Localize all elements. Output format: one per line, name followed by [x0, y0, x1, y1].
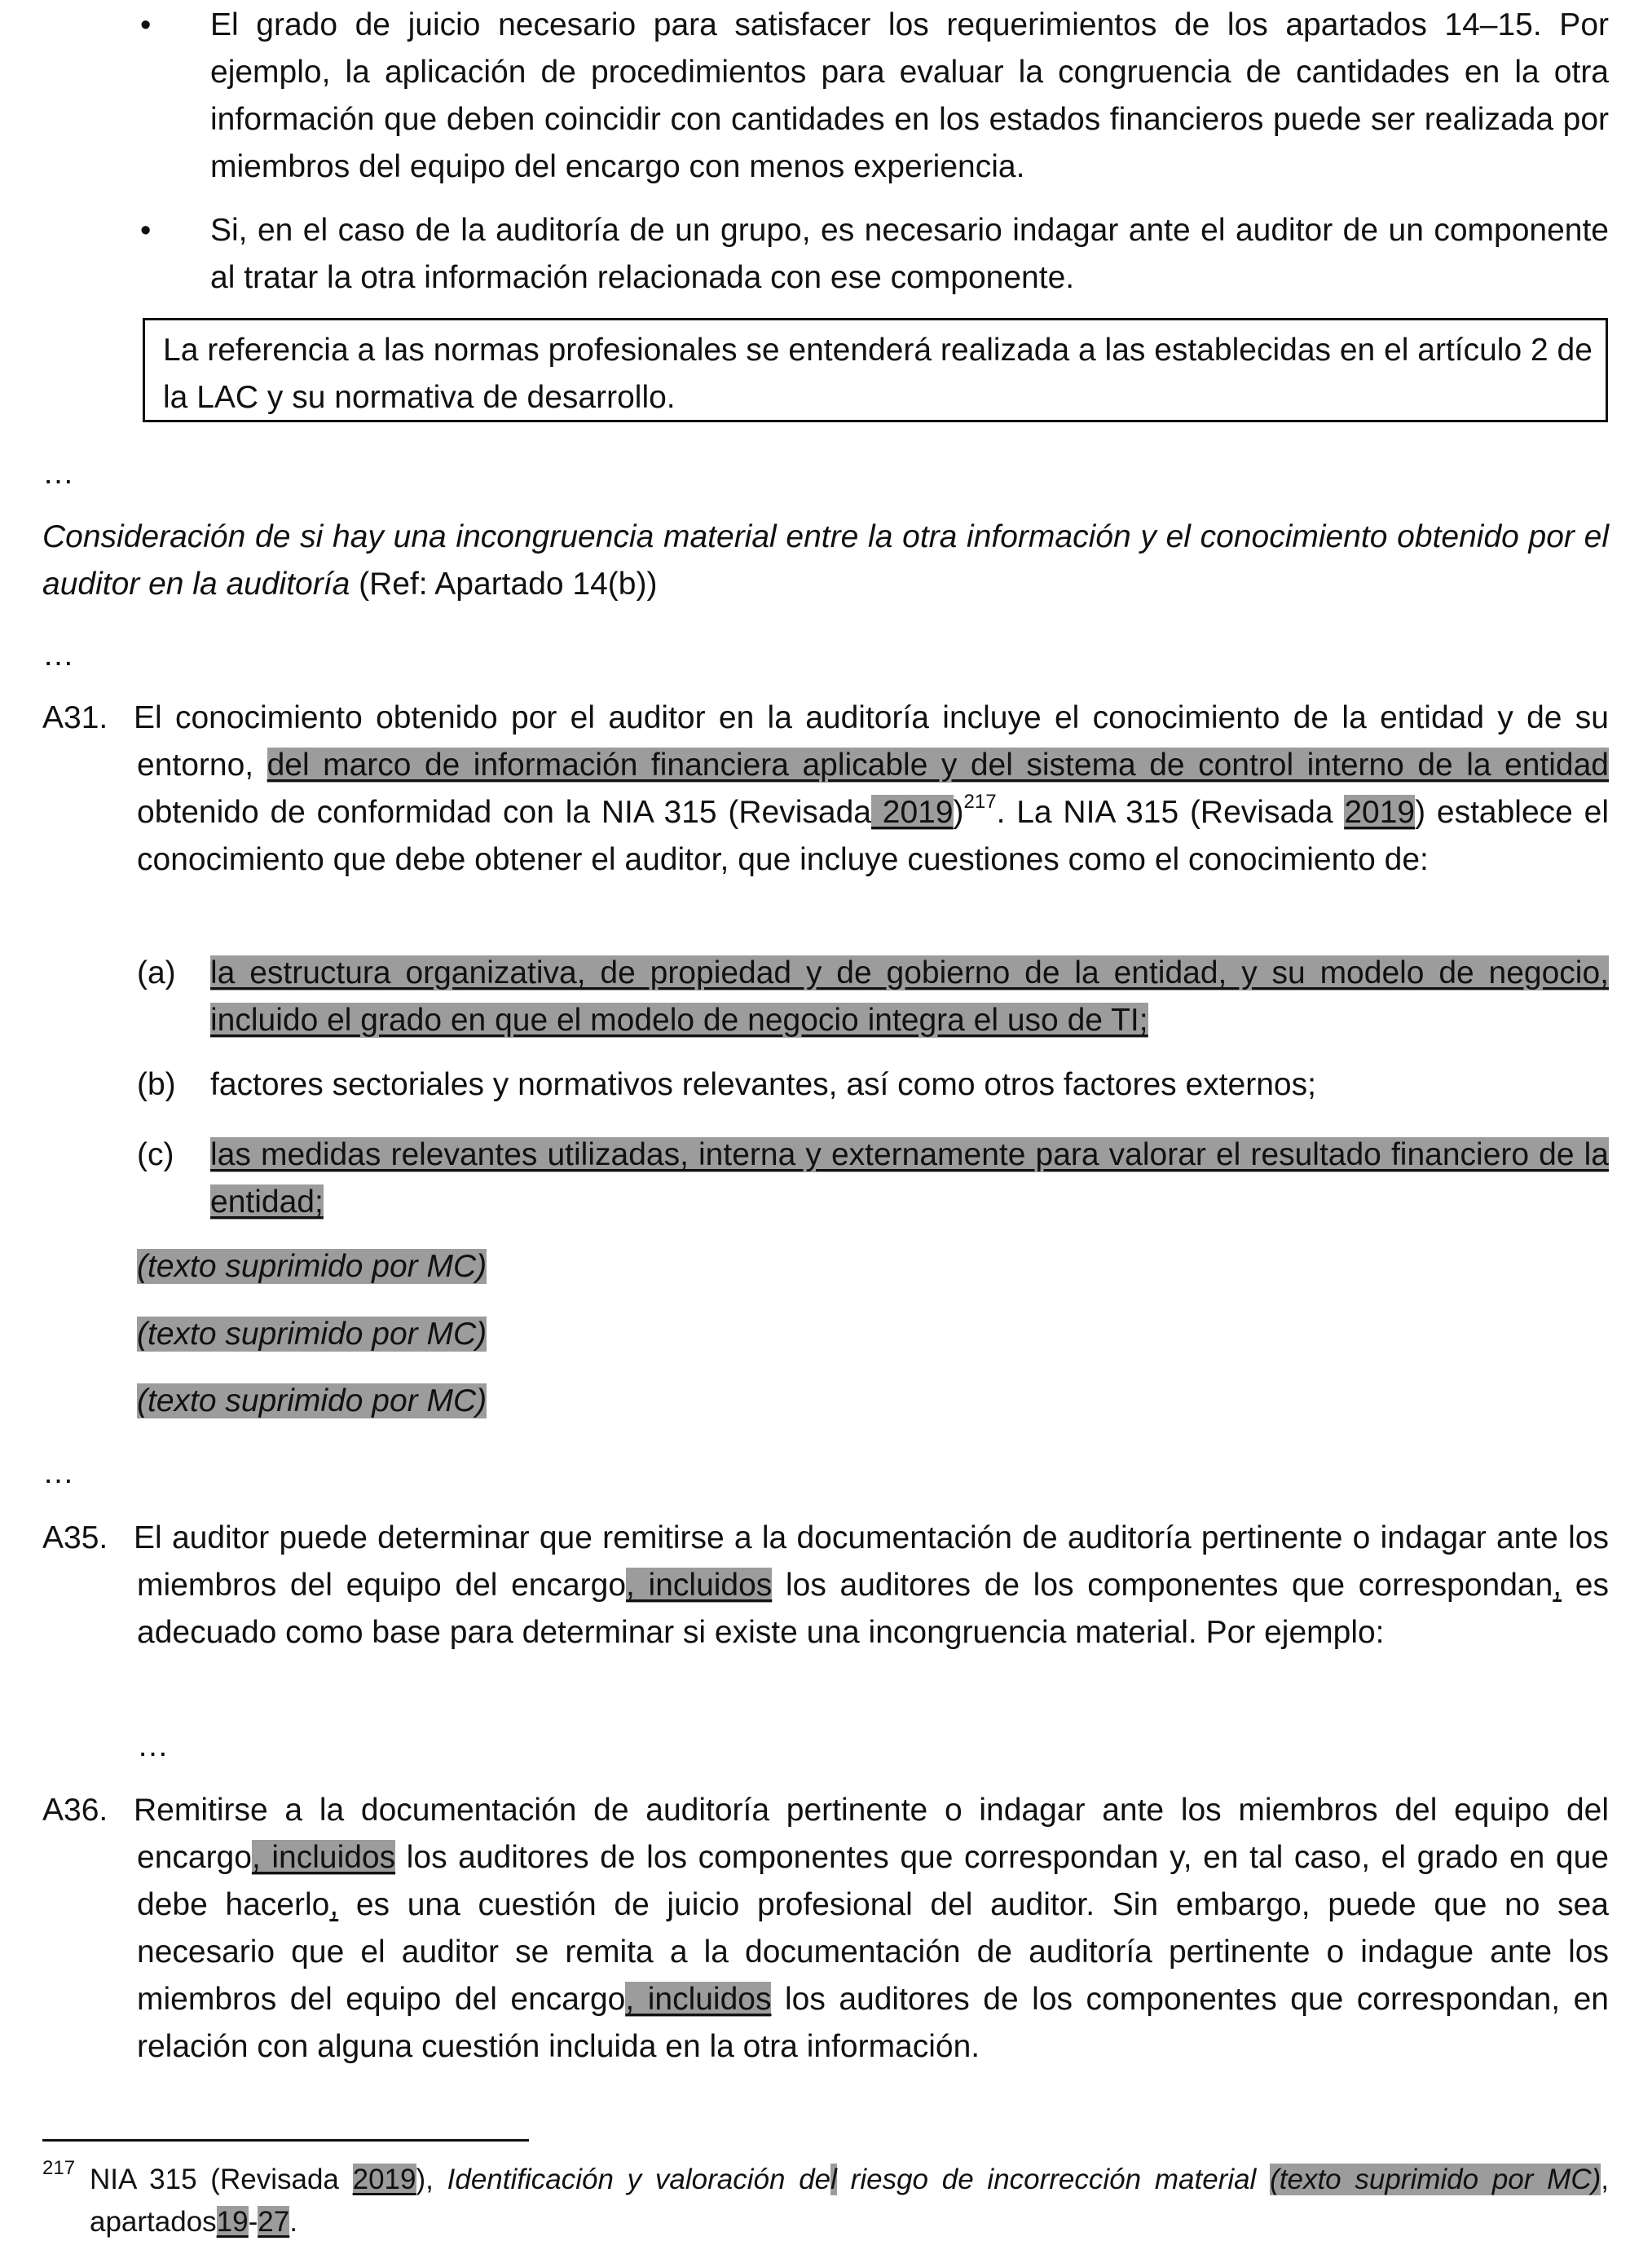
paragraph-a31 — [134, 695, 1609, 884]
a35-underlined-comma: , — [1553, 1568, 1562, 1603]
section-heading — [42, 514, 1609, 608]
fn-text-3: , apartados — [90, 2164, 1609, 2238]
fn-highlight-5: 27 — [258, 2206, 290, 2238]
a31-text-2: obtenido de conformidad con la NIA 315 (Revisada — [137, 795, 871, 830]
bullet-marker: • — [140, 8, 152, 42]
fn-highlight-1: 2019 — [352, 2164, 416, 2195]
fn-italic-1: Identificación y valoración de — [447, 2164, 831, 2195]
suppressed-text-2 — [137, 1311, 487, 1358]
a31-text-3: ) — [953, 795, 964, 830]
heading-ref: (Ref: Apartado 14(b)) — [350, 567, 658, 602]
ellipsis-4: … — [137, 1728, 169, 1763]
suppressed-text-1-label: (texto suprimido por MC) — [137, 1249, 487, 1284]
fn-text-5: . — [289, 2206, 297, 2238]
footnote-217 — [90, 2159, 1609, 2243]
suppressed-text-3-label: (texto suprimido por MC) — [137, 1383, 487, 1418]
fn-text-2: ), — [416, 2164, 447, 2195]
list-item-a-text: la estructura organizativa, de propiedad y de gobierno de la entidad, y su modelo de negocio, incluido el grado en que el modelo de negocio integra el uso de TI; — [210, 955, 1609, 1038]
fn-highlight-4: 19 — [216, 2206, 249, 2238]
a35-highlight-1: , incluidos — [626, 1568, 773, 1603]
suppressed-text-2-label: (texto suprimido por MC) — [137, 1317, 487, 1352]
suppressed-text-3 — [137, 1378, 487, 1425]
bullet-item-2: Si, en el caso de la auditoría de un grupo, es necesario indagar ante el auditor de un componente al tratar la otra información relacionada con ese componente. — [210, 213, 1609, 295]
ellipsis-2: … — [42, 637, 74, 673]
boxed-note-text: La referencia a las normas profesionales se entenderá realizada a las establecidas en el artículo 2 de la LAC y su normativa de desarrollo. — [163, 333, 1593, 415]
footnote-mark-number: 217 — [42, 2157, 76, 2179]
a36-text-4: los auditores de los componentes que correspondan, en relación con alguna cuestión incluida en la otra información. — [137, 1982, 1609, 2064]
paragraph-a36 — [134, 1787, 1609, 2071]
a36-text-1: Remitirse a la documentación de auditoría pertinente o indagar ante los miembros del equipo del encargo — [134, 1793, 1609, 1875]
a31-highlight-2: 2019 — [870, 795, 954, 830]
paragraph-number-a36: A36. — [42, 1793, 108, 1828]
a35-text-1: El auditor puede determinar que remitirse a la documentación de auditoría pertinente o indagar ante los miembros del equipo del encargo — [134, 1520, 1609, 1603]
paragraph-number-a31: A31. — [42, 700, 108, 735]
a36-underlined-comma: , — [329, 1887, 339, 1922]
a35-text-3: es adecuado como base para determinar si existe una incongruencia material. Por ejemplo: — [137, 1568, 1609, 1650]
heading-title: Consideración de si hay una incongruencia material entre la otra información y el conocimiento obtenido por el auditor en la auditoría — [42, 519, 1609, 602]
fn-italic-2: riesgo de incorrección material — [836, 2164, 1271, 2195]
a31-text-5: ) establece el conocimiento que debe obtener el auditor, que incluye cuestiones como el conocimiento de: — [137, 795, 1609, 877]
paragraph-number-a35: A35. — [42, 1520, 108, 1555]
fn-highlight-3: (texto suprimido por MC) — [1270, 2164, 1601, 2195]
footnote-mark — [42, 2159, 75, 2201]
fn-text-4: - — [248, 2206, 258, 2238]
bullet-item-1: El grado de juicio necesario para satisfacer los requerimientos de los apartados 14–15. Por ejemplo, la aplicación de procedimientos para evaluar la congruencia de cantidades en la otra información que deben coincidir con cantidades en los estados financieros puede ser realizada por miembros del equipo del encargo con menos experiencia. — [210, 7, 1609, 184]
list-item-b: factores sectoriales y normativos relevantes, así como otros factores externos; — [210, 1067, 1316, 1102]
suppressed-text-1 — [137, 1243, 487, 1290]
ellipsis-1: … — [42, 456, 74, 491]
list-label-b: (b) — [137, 1067, 176, 1102]
ellipsis-3: … — [42, 1455, 74, 1490]
a36-text-2: los auditores de los componentes que correspondan y, en tal caso, el grado en que debe hacerlo — [137, 1840, 1609, 1922]
paragraph-a35 — [134, 1515, 1609, 1656]
boxed-note — [143, 318, 1608, 422]
a35-text-2: los auditores de los componentes que correspondan — [772, 1568, 1553, 1603]
a36-text-3: es una cuestión de juicio profesional del auditor. Sin embargo, puede que no sea necesario que el auditor se remita a la documentación de auditoría pertinente o indague ante los miembros del equipo del encargo — [137, 1887, 1609, 2017]
fn-highlight-2: l — [830, 2164, 837, 2195]
a31-text-1: El conocimiento obtenido por el auditor en la auditoría incluye el conocimiento de la entidad y de su entorno, — [134, 700, 1609, 783]
bullet-marker: • — [140, 214, 152, 248]
a31-highlight-1: del marco de información financiera aplicable y del sistema de control interno de la entidad — [267, 748, 1609, 783]
a36-highlight-1: , incluidos — [251, 1840, 396, 1875]
fn-text-1: NIA 315 (Revisada — [90, 2164, 353, 2195]
a36-highlight-2: , incluidos — [625, 1982, 772, 2017]
list-label-a: (a) — [137, 955, 176, 990]
footnote-reference: 217 — [963, 791, 997, 813]
a31-highlight-3: 2019 — [1344, 795, 1416, 830]
list-item-a — [210, 950, 1609, 1044]
list-item-c — [210, 1132, 1609, 1226]
footnote-separator — [42, 2139, 529, 2142]
a31-text-4: . La NIA 315 (Revisada — [996, 795, 1345, 830]
list-label-c: (c) — [137, 1137, 174, 1172]
list-item-c-text: las medidas relevantes utilizadas, interna y externamente para valorar el resultado financiero de la entidad; — [210, 1137, 1609, 1220]
